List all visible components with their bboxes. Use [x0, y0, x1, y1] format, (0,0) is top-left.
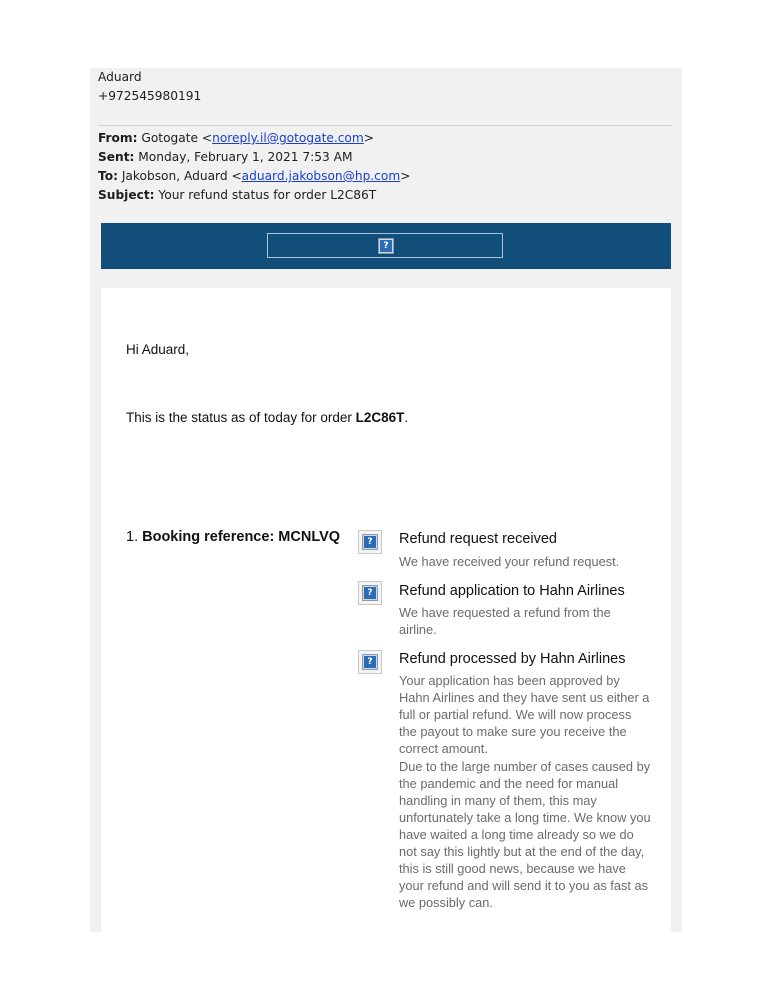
from-close: > — [363, 131, 374, 145]
sent-label: Sent: — [98, 150, 135, 164]
status-line — [126, 410, 408, 425]
from-label: From: — [98, 131, 138, 145]
step-3-title: Refund processed by Hahn Airlines — [399, 651, 626, 667]
subject-value: Your refund status for order L2C86T — [158, 188, 377, 202]
sent-value: Monday, February 1, 2021 7:53 AM — [138, 150, 353, 164]
broken-image-icon: ? — [363, 586, 377, 600]
email-content-card — [101, 288, 671, 932]
header-divider — [98, 125, 672, 126]
broken-image-icon: ? — [379, 239, 393, 253]
greeting: Hi Aduard, — [126, 342, 190, 357]
banner-logo-placeholder[interactable] — [267, 233, 503, 258]
status-prefix: This is the status as of today for order — [126, 410, 356, 425]
booking-number: 1. — [126, 529, 143, 545]
step-2-status-icon — [358, 581, 382, 605]
step-3-description-continued: Due to the large number of cases caused by the pandemic and the need for manual handling in many of them, this may unfortunately take a long time. We know you have waited a long time already so we do not say this lightly but at the end of the day, this is still good news, because we have your refund and will send it to you as fast as we possibly can. — [399, 759, 651, 910]
step-1-title: Refund request received — [399, 531, 557, 547]
step-3-status-icon — [358, 650, 382, 674]
step-1-description: We have received your refund request. — [399, 554, 620, 569]
from-email-link[interactable]: noreply.il@gotogate.com — [212, 131, 364, 145]
step-2-description: We have requested a refund from the airline. — [399, 605, 611, 637]
sender-phone: +972545980191 — [98, 89, 202, 103]
step-3-description: Your application has been approved by Hahn Airlines and they have sent us either a full or partial refund. We will now process the payout to make sure you receive the correct amount. — [399, 673, 650, 756]
broken-image-icon: ? — [363, 655, 377, 669]
sent-line — [98, 148, 353, 167]
brand-banner — [101, 223, 671, 269]
booking-label: Booking reference: MCNLVQ — [142, 529, 341, 545]
booking-reference — [126, 529, 340, 545]
from-line — [98, 129, 374, 148]
step-1-status-icon — [358, 530, 382, 554]
broken-image-icon: ? — [363, 535, 377, 549]
step-2-title: Refund application to Hahn Airlines — [399, 583, 625, 599]
sender-name: Aduard — [98, 70, 142, 84]
to-email-link[interactable]: aduard.jakobson@hp.com — [241, 169, 401, 183]
to-name: Jakobson, Aduard < — [121, 169, 242, 183]
to-close: > — [400, 169, 411, 183]
status-suffix: . — [404, 410, 409, 425]
subject-line — [98, 186, 376, 205]
from-name: Gotogate < — [141, 131, 213, 145]
subject-label: Subject: — [98, 188, 155, 202]
order-id: L2C86T — [355, 410, 405, 425]
to-line — [98, 167, 410, 186]
to-label: To: — [98, 169, 118, 183]
